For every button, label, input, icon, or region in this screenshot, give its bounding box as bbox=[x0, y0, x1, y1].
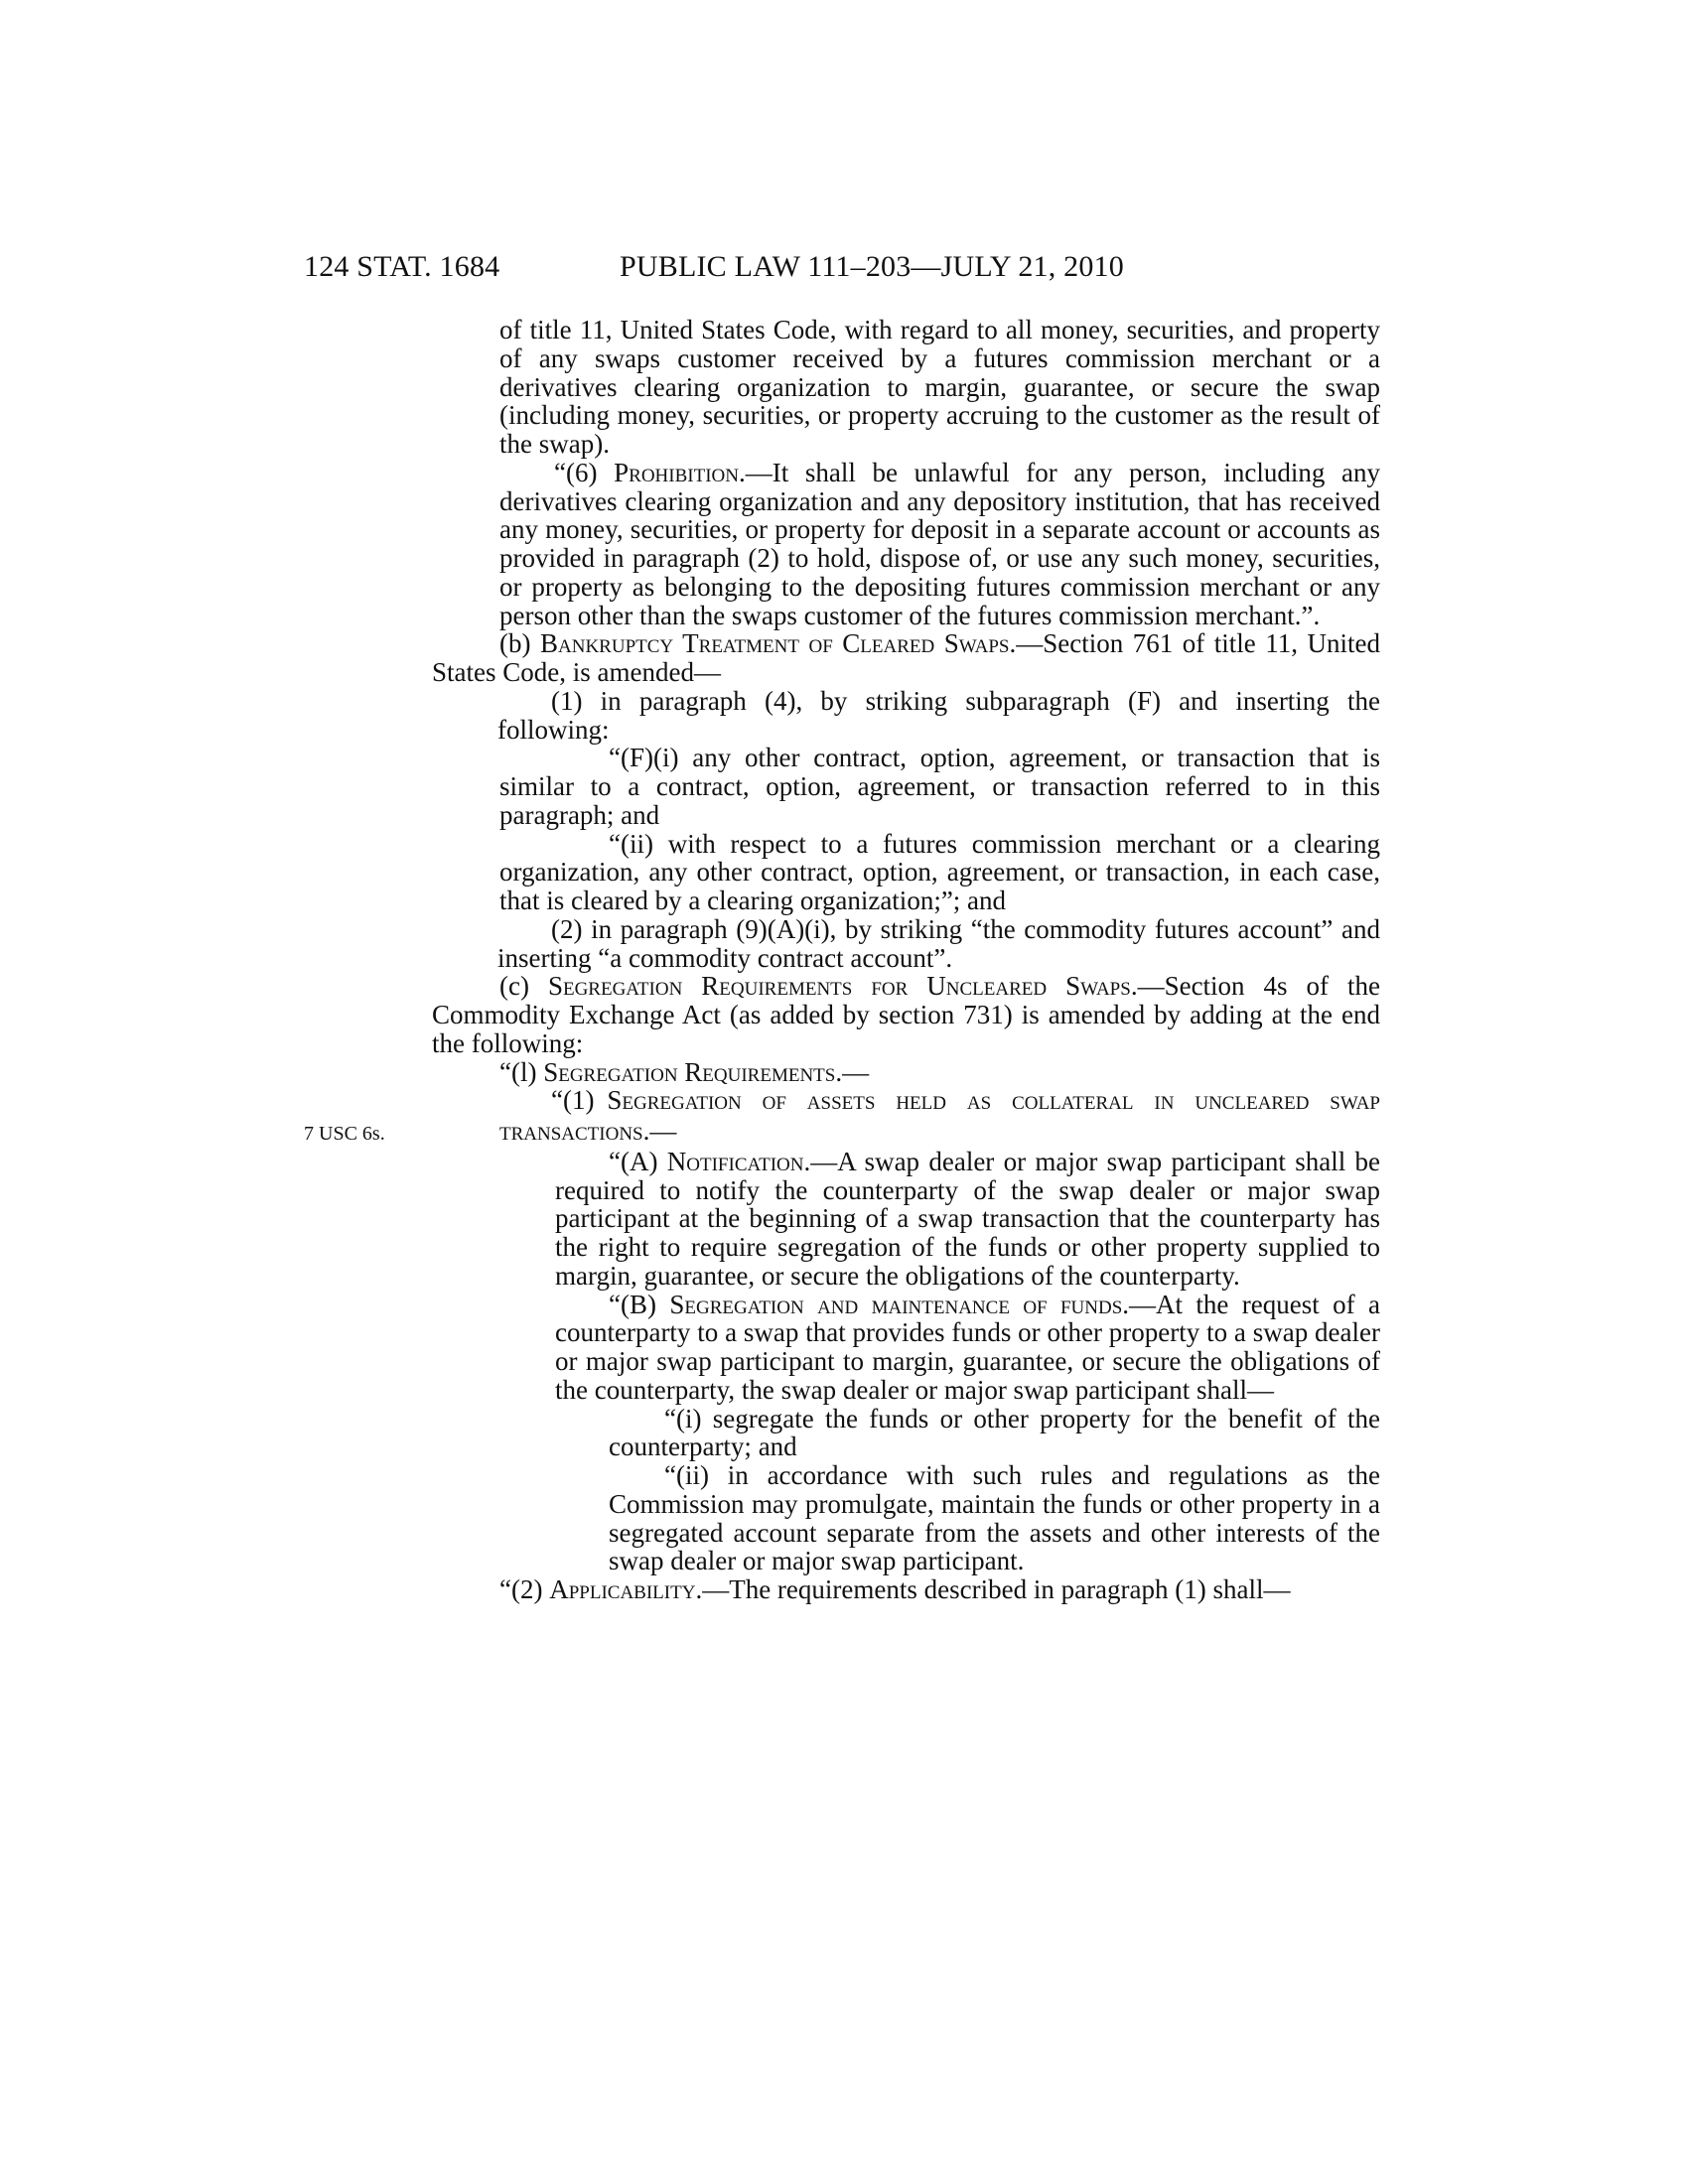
paragraph-continuation bbox=[499, 316, 1380, 459]
statute-page-number: 124 STAT. 1684 bbox=[304, 250, 500, 283]
subparagraph-b-segregation bbox=[555, 1291, 1380, 1405]
subsection-number: (c) bbox=[499, 971, 548, 1002]
paragraph-text: (1) in paragraph (4), by striking subparagraph (F) and inserting the following: bbox=[497, 685, 1380, 745]
subsection-heading: Segregation Requirements bbox=[543, 1056, 836, 1087]
subsection-c bbox=[432, 972, 1380, 1057]
subsection-l-heading bbox=[432, 1058, 1380, 1087]
paragraph-text: .— bbox=[642, 1116, 677, 1146]
paragraph-number: “(2) bbox=[499, 1574, 550, 1604]
subsection-text: .—Section 4s of the Commodity Exchange Act (as added by section 731) is amended by adding at the end the following: bbox=[432, 971, 1380, 1058]
subsection-b bbox=[432, 629, 1380, 687]
subparagraph-heading: Notification bbox=[666, 1146, 804, 1176]
paragraph-prohibition bbox=[499, 459, 1380, 630]
inserted-subparagraph-f bbox=[499, 744, 1380, 829]
document-body bbox=[432, 315, 1381, 1604]
subsection-number: (b) bbox=[499, 628, 540, 659]
subparagraph-text: .—A swap dealer or major swap participant shall be required to notify the counterparty of the swap dealer or major swap participant at the beginning of a swap transaction that the counterparty has the right to require segregation of the funds or other property supplied to margin, guarantee, or secure the obligations of the counterparty. bbox=[555, 1146, 1380, 1291]
subparagraph-heading: Segregation and maintenance of funds bbox=[669, 1289, 1123, 1319]
subsection-text: .— bbox=[835, 1056, 870, 1087]
paragraph-text: (2) in paragraph (9)(A)(i), by striking “the commodity futures account” and inserting “a commodity contract account”. bbox=[497, 913, 1380, 973]
subsection-text: .—Section 761 of title 11, United States Code, is amended— bbox=[432, 628, 1380, 687]
paragraph-heading: Applicability bbox=[549, 1574, 696, 1604]
clause-text: “(ii) in accordance with such rules and regulations as the Commission may promulgate, maintain the funds or other property in a segregated account separate from the assets and other interests of the swap dealer or major swap participant. bbox=[609, 1460, 1380, 1576]
amendment-paragraph-1 bbox=[497, 687, 1380, 745]
subparagraph-number: “(A) bbox=[609, 1146, 667, 1176]
paragraph-number: “(6) bbox=[554, 457, 615, 487]
subsection-number: “(l) bbox=[499, 1056, 544, 1087]
running-head: PUBLIC LAW 111–203—JULY 21, 2010 bbox=[620, 250, 1124, 283]
inserted-clause-ii bbox=[499, 830, 1380, 915]
paragraph-1-heading bbox=[499, 1086, 1380, 1148]
clause-ii bbox=[609, 1461, 1380, 1575]
clause-text: “(i) segregate the funds or other property for the benefit of the counterparty; and bbox=[609, 1403, 1380, 1462]
subsection-heading: Segregation Requirements for Uncleared Swaps bbox=[547, 971, 1131, 1002]
paragraph-text: “(F)(i) any other contract, option, agreement, or transaction that is similar to a contract, option, agreement, or transaction referred to in this paragraph; and bbox=[499, 743, 1380, 830]
subparagraph-text: .—At the request of a counterparty to a swap that provides funds or other property to a swap dealer or major swap participant to margin, guarantee, or secure the obligations of the counterparty, the swap dealer or major swap participant shall— bbox=[555, 1289, 1380, 1405]
margin-citation: 7 USC 6s. bbox=[304, 1123, 385, 1145]
paragraph-number: “(1) bbox=[551, 1085, 608, 1116]
clause-i bbox=[609, 1405, 1380, 1462]
amendment-paragraph-2 bbox=[497, 915, 1380, 973]
subparagraph-number: “(B) bbox=[609, 1289, 670, 1319]
paragraph-text: .—The requirements described in paragraph (1) shall— bbox=[695, 1574, 1291, 1604]
subsection-heading: Bankruptcy Treatment of Cleared Swaps bbox=[540, 628, 1010, 659]
paragraph-heading: Segregation of assets held as collateral in uncleared swap transactions bbox=[499, 1085, 1380, 1146]
paragraph-text: “(ii) with respect to a futures commission merchant or a clearing organization, any other contract, option, agreement, or transaction, in each case, that is cleared by a clearing organization;”; and bbox=[499, 828, 1380, 915]
paragraph-text: .—It shall be unlawful for any person, including any derivatives clearing organization and any depository institution, that has received any money, securities, or property for deposit in a separate account or accounts as provided in paragraph (2) to hold, dispose of, or use any such money, securities, or property as belonging to the depositing futures commission merchant or any person other than the swaps customer of the futures commission merchant.”. bbox=[499, 457, 1381, 630]
paragraph-2-applicability bbox=[499, 1575, 1380, 1604]
paragraph-heading: Prohibition bbox=[614, 457, 739, 487]
subparagraph-a-notification bbox=[555, 1148, 1380, 1291]
paragraph-text: of title 11, United States Code, with regard to all money, securities, and property of any swaps customer received by a futures commission merchant or a derivatives clearing organization to margin, guarantee, or secure the swap (including money, securities, or property accruing to the customer as the result of the swap). bbox=[499, 315, 1380, 459]
